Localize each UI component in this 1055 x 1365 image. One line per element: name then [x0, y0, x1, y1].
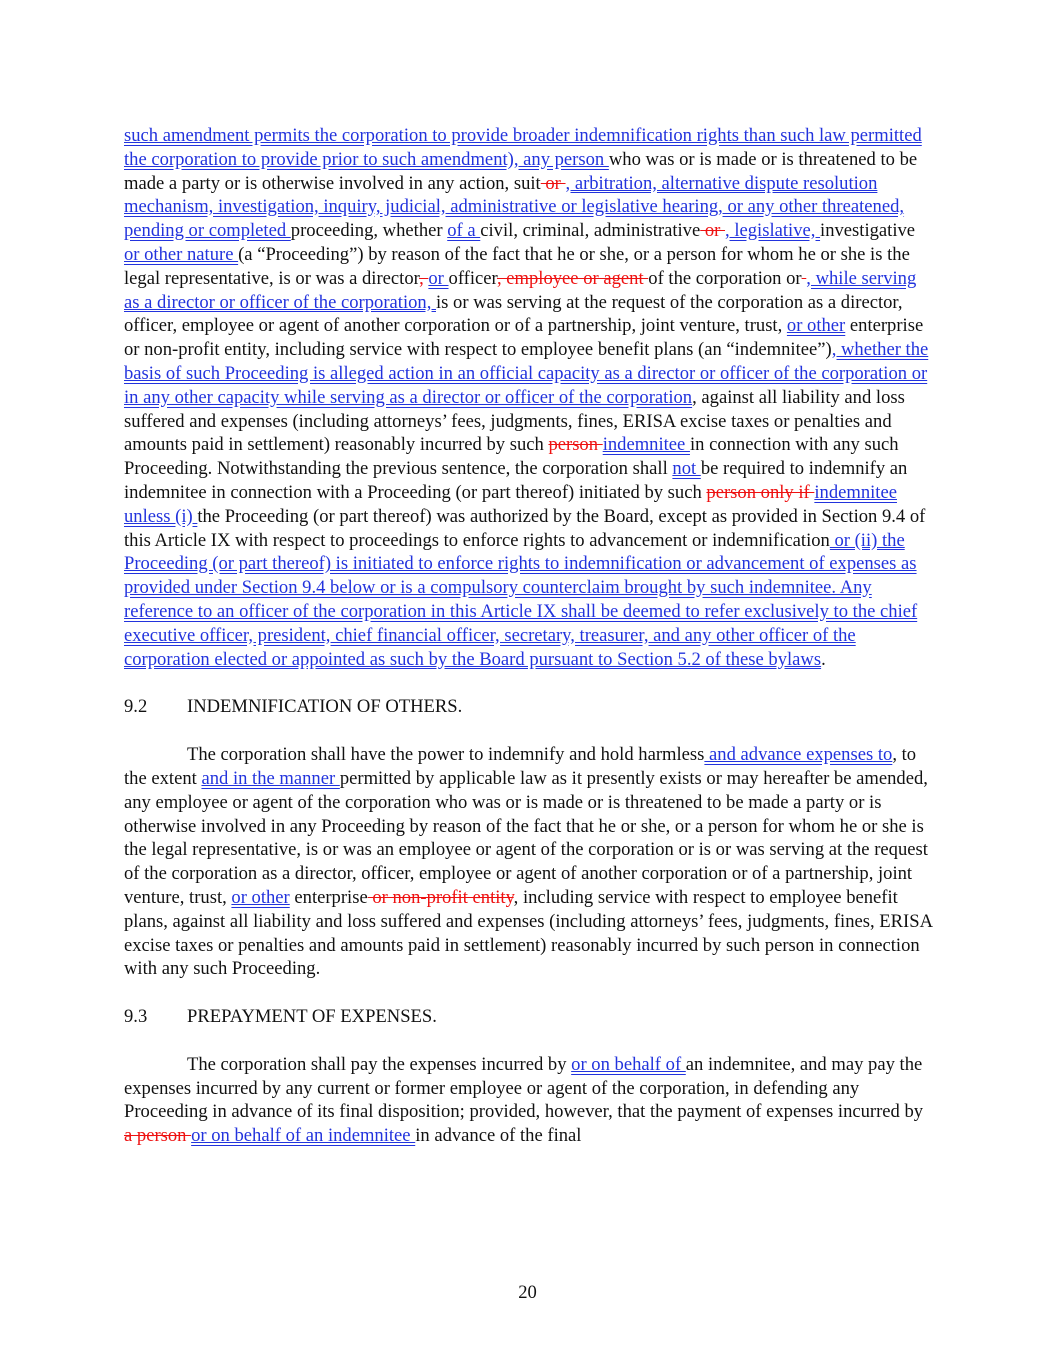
body-text: The corporation shall have the power to indemnify and hold harmless: [187, 744, 705, 766]
deleted-text: , employee or agent: [496, 267, 649, 289]
inserted-text: and advance expenses to: [704, 744, 893, 766]
body-text: enterprise: [289, 886, 368, 908]
inserted-text: or: [428, 267, 449, 289]
section-number: 9.2: [124, 696, 148, 718]
inserted-text: , whether the basis of such Proceeding is alleged action in an official capacity as a director or officer of the corporation or in any other capacity while serving as a director or officer of the corporation: [124, 339, 929, 408]
inserted-text: and in the manner: [201, 767, 340, 789]
inserted-text: indemnitee: [602, 434, 690, 456]
body-text: , against all liability and loss suffered and expenses (including attorneys’ fees, judgments, fines, ERISA excise taxes or penalties and amounts paid in settlement) reasonably incurred by such: [124, 386, 905, 456]
body-text: the Proceeding (or part thereof) was authorized by the Board, except as provided in Section 9.4 of this Article IX with respect to proceedings to enforce rights to advancement or indemnification: [124, 505, 926, 551]
inserted-text: or on behalf of an indemnitee: [191, 1125, 416, 1147]
deleted-text: a person: [124, 1125, 192, 1147]
paragraph-9-3: [124, 1053, 934, 1148]
body-text: enterprise or non-profit entity, including service with respect to employee benefit plans (an “indemnitee”): [124, 315, 924, 361]
inserted-text: such amendment permits the corporation to provide broader indemnification rights than such law permitted the corporation to provide prior to such amendment), any person: [124, 125, 922, 170]
page-number: 20: [518, 1282, 537, 1303]
section-title: INDEMNIFICATION OF OTHERS.: [187, 696, 463, 718]
body-text: an indemnitee, and may pay the expenses incurred by any current or former employee or agent of the corporation, in defending any Proceeding in advance of its final disposition; provided, however, that the payment of expenses incurred by: [124, 1053, 924, 1123]
body-text: officer: [448, 267, 497, 289]
body-text: (a “Proceeding”) by reason of the fact that he or she, or a person for whom he or she is the legal representative, is or was a director: [124, 243, 910, 289]
body-text: , including service with respect to employee benefit plans, against all liability and loss suffered and expenses (including attorneys’ fees, judgments, fines, ERISA excise taxes or penalties and amounts paid in settlement) reasonably incurred by such person in connection with any such Proceeding.: [124, 886, 932, 980]
deleted-text: or: [700, 220, 726, 242]
body-text: of the corporation or: [648, 267, 802, 289]
inserted-text: or (ii) the Proceeding (or part thereof) is initiated to enforce rights to indemnification or advancement of expenses as provided under Section 9.4 below or is a compulsory counterclaim brought by such indemnitee. Any reference to an officer of the corporation in this Article IX shall be deemed to refer exclusively to the chief executive officer, president, chief financial officer, secretary, treasurer, and any other officer of the corporation elected or appointed as such by the Board pursuant to Section 5.2 of these bylaws: [124, 529, 918, 670]
body-text: is or was serving at the request of the corporation as a director, officer, employee or agent of another corporation or of a partnership, joint venture, trust,: [124, 291, 903, 337]
body-text: be required to indemnify an indemnitee in connection with a Proceeding (or part thereof) initiated by such: [124, 458, 908, 503]
inserted-text: or other nature: [124, 243, 239, 265]
inserted-text: of a: [447, 220, 481, 242]
deleted-text: person: [548, 434, 603, 456]
inserted-text: or on behalf of: [571, 1053, 686, 1075]
section-title: PREPAYMENT OF EXPENSES.: [187, 1006, 437, 1028]
paragraph-9-2: [124, 743, 934, 981]
deleted-text: or non-profit entity: [367, 886, 514, 908]
body-text: civil, criminal, administrative: [480, 220, 701, 242]
deleted-text: ,: [419, 267, 429, 289]
body-text: .: [821, 648, 826, 670]
inserted-text: or other: [786, 315, 846, 337]
body-text: in connection with any such Proceeding. Notwithstanding the previous sentence, the corporation shall: [124, 434, 899, 480]
document-body: [124, 124, 934, 1148]
deleted-text: or: [540, 172, 566, 194]
body-text: investigative: [820, 220, 916, 242]
inserted-text: indemnitee unless (i): [124, 481, 897, 527]
inserted-text: or other: [231, 886, 290, 908]
inserted-text: not: [672, 458, 701, 480]
body-text: in advance of the final: [415, 1125, 582, 1147]
body-text: permitted by applicable law as it presently exists or may hereafter be amended, any employee or agent of the corporation who was or is made or is threatened to be made a party or is otherwise involved in any Proceeding by reason of the fact that he or she, or a person for whom he or she is the legal representative, is or was an employee or agent of the corporation or is or was serving at the request of the corporation as a director, officer, employee or agent of another corporation or of a partnership, joint venture, trust,: [124, 767, 928, 908]
section-heading-9-2: [124, 695, 934, 719]
deleted-text: person only if: [706, 481, 815, 503]
inserted-text: , arbitration, alternative dispute resolution mechanism, investigation, inquiry, judicial, administrative or legislative hearing, or any other threatened, pending or completed: [124, 172, 905, 242]
body-text: , to the extent: [124, 744, 917, 789]
section-heading-9-3: [124, 1005, 934, 1029]
body-text: proceeding, whether: [290, 220, 448, 242]
inserted-text: , legislative,: [725, 220, 821, 242]
body-text: who was or is made or is threatened to be made a party or is otherwise involved in any action, suit: [124, 148, 918, 194]
section-number: 9.3: [124, 1006, 148, 1028]
inserted-text: , while serving as a director or officer of the corporation,: [124, 267, 917, 313]
body-text: The corporation shall pay the expenses incurred by: [187, 1053, 572, 1075]
paragraph-9-1-continued: [124, 124, 934, 671]
